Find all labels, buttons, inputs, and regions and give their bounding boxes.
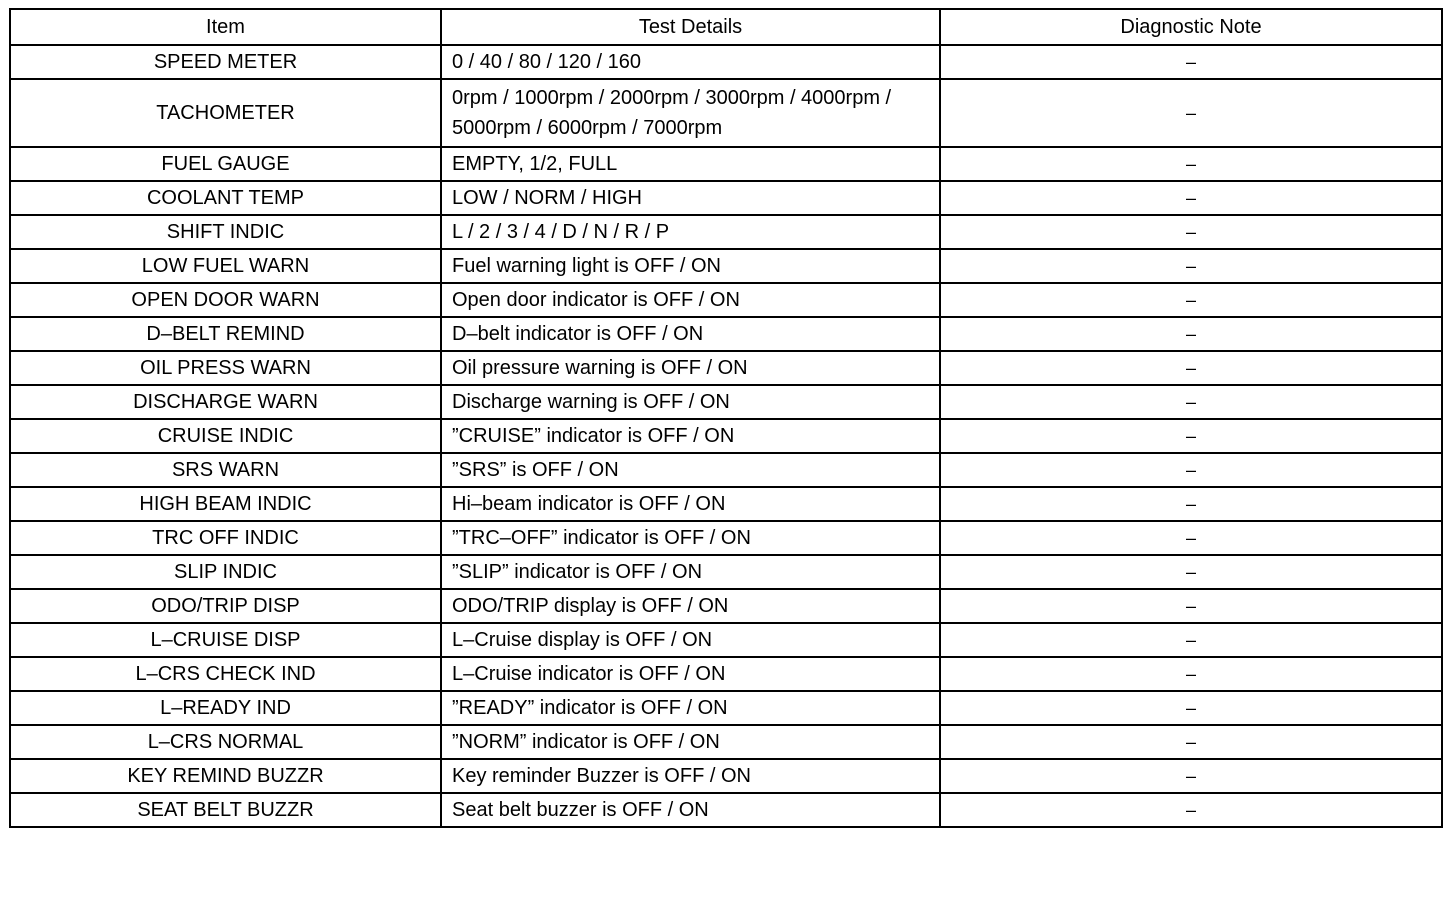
header-row [10, 9, 1442, 45]
item-cell: KEY REMIND BUZZR [10, 759, 441, 793]
diagnostic-note-cell: – [940, 759, 1442, 793]
test-details-cell: Hi–beam indicator is OFF / ON [441, 487, 940, 521]
table-row [10, 487, 1442, 521]
diagnostic-note-cell: – [940, 487, 1442, 521]
table-header [10, 9, 1442, 45]
test-details-cell: ”SRS” is OFF / ON [441, 453, 940, 487]
item-cell: L–READY IND [10, 691, 441, 725]
diagnostic-note-cell: – [940, 589, 1442, 623]
table-row [10, 351, 1442, 385]
table-row [10, 521, 1442, 555]
table-row [10, 623, 1442, 657]
test-details-cell: L–Cruise display is OFF / ON [441, 623, 940, 657]
diagnostic-note-cell: – [940, 555, 1442, 589]
table-row [10, 759, 1442, 793]
table-row [10, 385, 1442, 419]
table-row [10, 691, 1442, 725]
test-details-cell: EMPTY, 1/2, FULL [441, 147, 940, 181]
item-cell: SLIP INDIC [10, 555, 441, 589]
test-details-cell: ”CRUISE” indicator is OFF / ON [441, 419, 940, 453]
test-details-cell: Oil pressure warning is OFF / ON [441, 351, 940, 385]
table-row [10, 453, 1442, 487]
item-cell: D–BELT REMIND [10, 317, 441, 351]
item-cell: HIGH BEAM INDIC [10, 487, 441, 521]
diagnostic-note-cell: – [940, 79, 1442, 147]
item-cell: SPEED METER [10, 45, 441, 79]
diagnostic-note-cell: – [940, 181, 1442, 215]
test-details-cell: Key reminder Buzzer is OFF / ON [441, 759, 940, 793]
table-row [10, 555, 1442, 589]
test-details-cell: L / 2 / 3 / 4 / D / N / R / P [441, 215, 940, 249]
item-cell: TRC OFF INDIC [10, 521, 441, 555]
table-row [10, 419, 1442, 453]
diagnostic-note-cell: – [940, 351, 1442, 385]
test-details-cell: 0rpm / 1000rpm / 2000rpm / 3000rpm / 4000rpm / 5000rpm / 6000rpm / 7000rpm [441, 79, 940, 147]
table-row [10, 589, 1442, 623]
table-row [10, 181, 1442, 215]
diagnostic-note-cell: – [940, 419, 1442, 453]
item-cell: COOLANT TEMP [10, 181, 441, 215]
item-cell: SHIFT INDIC [10, 215, 441, 249]
item-cell: ODO/TRIP DISP [10, 589, 441, 623]
item-cell: L–CRS CHECK IND [10, 657, 441, 691]
test-details-cell: ”NORM” indicator is OFF / ON [441, 725, 940, 759]
diagnostic-note-cell: – [940, 521, 1442, 555]
diagnostic-note-cell: – [940, 385, 1442, 419]
diagnostic-note-cell: – [940, 249, 1442, 283]
diagnostic-note-cell: – [940, 317, 1442, 351]
test-details-cell: 0 / 40 / 80 / 120 / 160 [441, 45, 940, 79]
diagnostic-note-cell: – [940, 793, 1442, 827]
table-row [10, 657, 1442, 691]
item-cell: SRS WARN [10, 453, 441, 487]
diagnostic-note-cell: – [940, 691, 1442, 725]
test-details-cell: LOW / NORM / HIGH [441, 181, 940, 215]
diagnostic-note-cell: – [940, 147, 1442, 181]
diagnostic-note-cell: – [940, 453, 1442, 487]
item-cell: TACHOMETER [10, 79, 441, 147]
diagnostic-note-cell: – [940, 45, 1442, 79]
diagnostic-note-cell: – [940, 623, 1442, 657]
test-details-cell: Fuel warning light is OFF / ON [441, 249, 940, 283]
table-row [10, 215, 1442, 249]
test-details-cell: Open door indicator is OFF / ON [441, 283, 940, 317]
diagnostic-note-cell: – [940, 283, 1442, 317]
item-cell: SEAT BELT BUZZR [10, 793, 441, 827]
header-test-details: Test Details [441, 9, 940, 45]
diagnostic-note-cell: – [940, 725, 1442, 759]
table-row [10, 317, 1442, 351]
diagnostic-note-cell: – [940, 215, 1442, 249]
test-details-cell: Seat belt buzzer is OFF / ON [441, 793, 940, 827]
test-details-cell: L–Cruise indicator is OFF / ON [441, 657, 940, 691]
table-row [10, 79, 1442, 147]
item-cell: CRUISE INDIC [10, 419, 441, 453]
test-details-cell: ”READY” indicator is OFF / ON [441, 691, 940, 725]
item-cell: LOW FUEL WARN [10, 249, 441, 283]
test-details-cell: ”SLIP” indicator is OFF / ON [441, 555, 940, 589]
table-row [10, 725, 1442, 759]
item-cell: L–CRUISE DISP [10, 623, 441, 657]
table-row [10, 45, 1442, 79]
table-row [10, 249, 1442, 283]
test-details-cell: D–belt indicator is OFF / ON [441, 317, 940, 351]
header-diagnostic-note: Diagnostic Note [940, 9, 1442, 45]
item-cell: L–CRS NORMAL [10, 725, 441, 759]
test-details-cell: ”TRC–OFF” indicator is OFF / ON [441, 521, 940, 555]
header-item: Item [10, 9, 441, 45]
diagnostic-table [9, 8, 1443, 828]
table-body [10, 45, 1442, 827]
table-row [10, 283, 1442, 317]
diagnostic-note-cell: – [940, 657, 1442, 691]
item-cell: FUEL GAUGE [10, 147, 441, 181]
test-details-cell: Discharge warning is OFF / ON [441, 385, 940, 419]
item-cell: OPEN DOOR WARN [10, 283, 441, 317]
item-cell: OIL PRESS WARN [10, 351, 441, 385]
table-row [10, 793, 1442, 827]
item-cell: DISCHARGE WARN [10, 385, 441, 419]
test-details-cell: ODO/TRIP display is OFF / ON [441, 589, 940, 623]
table-row [10, 147, 1442, 181]
